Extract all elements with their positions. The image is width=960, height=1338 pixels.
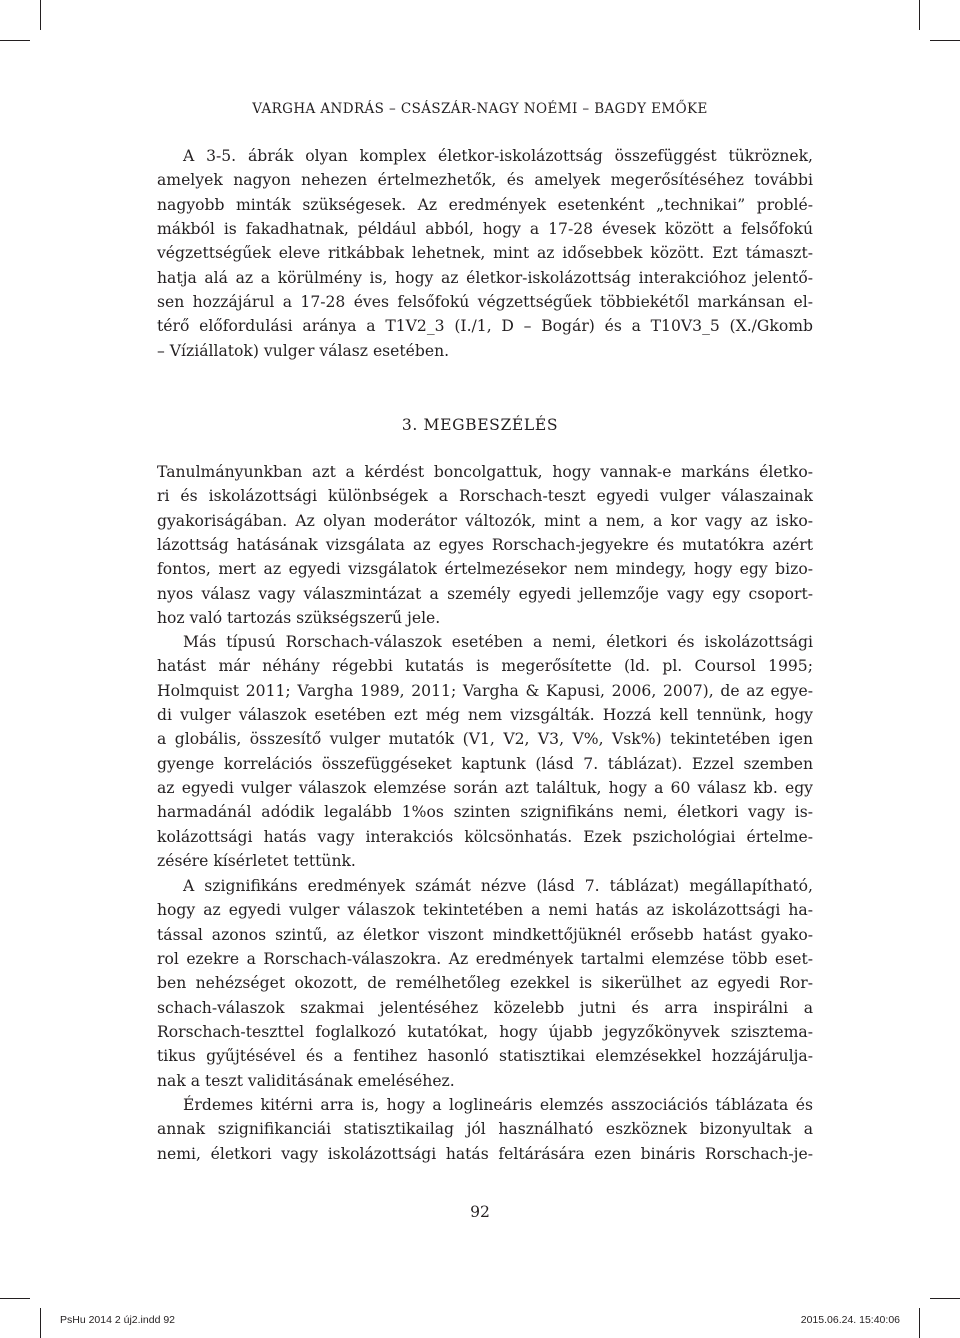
- text-line: Más típusú Rorschach-válaszok esetében a nemi, életkori és iskolázottsági: [183, 633, 813, 651]
- text-line: – Víziállatok) vulger válasz esetében.: [157, 341, 450, 360]
- footer-timestamp: 2015.06.24. 15:40:06: [800, 1314, 900, 1326]
- text-line: A 3-5. ábrák olyan komplex életkor-iskolázottság összefüggést tükröznek,: [183, 147, 813, 165]
- text-line: sen hozzájárul a 17-28 éves felsőfokú végzettségűek többiekétől markánsan el-: [157, 293, 813, 312]
- text-line: nyos válasz vagy válaszmintázat a személy egyedi jellemzője vagy egy csoport-: [157, 584, 813, 603]
- text-line: Rorschach-teszttel foglalkozó kutatókat, hogy újabb jegyzőkönyvek szisztema-: [157, 1023, 813, 1042]
- page-number: 92: [470, 1203, 490, 1221]
- text-line: tikus gyűjtésével és a fentihez hasonló statisztikai elemzésekkel hozzájárulja-: [157, 1047, 813, 1066]
- text-line: ben nehézséget okozott, de remélhetőleg ezekkel is sikerülhet az egyedi Ror-: [157, 974, 813, 993]
- text-line: zésére kísérletet tettünk.: [157, 852, 356, 871]
- text-line: mákból is fakadhatnak, például abból, hogy a 17-28 évesek között a felsőfokú: [157, 220, 813, 239]
- crop-mark: [40, 1308, 41, 1338]
- crop-mark: [930, 40, 960, 41]
- crop-mark: [0, 40, 30, 41]
- text-line: di vulger válaszok esetében ezt még nem vizsgálták. Hozzá kell tennünk, hogy: [157, 706, 813, 725]
- text-line: amelyek nagyon nehezen értelmezhetők, és amelyek megerősítéséhez további: [157, 171, 813, 190]
- text-line: nemi, életkori vagy iskolázottsági hatás feltárására ezen bináris Rorschach-je-: [157, 1144, 813, 1163]
- crop-mark: [930, 1298, 960, 1299]
- text-line: A szignifikáns eredmények számát nézve (lásd 7. táblázat) megállapítható,: [183, 877, 813, 895]
- text-line: ri és iskolázottsági különbségek a Rorschach-teszt egyedi vulger válaszainak: [157, 487, 813, 506]
- text-line: térő előfordulási aránya a T1V2_3 (I./1, D – Bogár) és a T10V3_5 (X./Gkomb: [157, 317, 813, 336]
- crop-mark: [40, 0, 41, 30]
- text-line: Tanulmányunkban azt a kérdést boncolgattuk, hogy vannak-e markáns életko-: [157, 463, 813, 481]
- text-line: végzettségűek eleve ritkábbak lehetnek, mint az idősebbek között. Ezt támaszt-: [157, 244, 813, 263]
- discussion-paragraph: [157, 630, 813, 873]
- crop-mark: [919, 1308, 920, 1338]
- discussion-paragraph: [157, 874, 813, 1093]
- text-line: az egyedi vulger válaszok elemzése során azt találtuk, hogy a 60 válasz kb. egy: [157, 779, 813, 798]
- text-line: tással azonos szintű, az életkor viszont mindkettőjüknél erősebb hatást gyako-: [157, 925, 813, 944]
- text-line: harmadánál adódik legalább 1%os szinten szignifikáns nemi, életkori vagy is-: [157, 803, 813, 822]
- footer-file-name: PsHu 2014 2 új2.indd 92: [60, 1314, 176, 1326]
- text-line: rol ezekre a Rorschach-válaszokra. Az eredmények tartalmi elemzése több eset-: [157, 950, 813, 969]
- text-line: a globális, összesítő vulger mutatók (V1, V2, V3, V%, Vsk%) tekintetében igen: [157, 730, 813, 749]
- section-heading: 3. MEGBESZÉLÉS: [401, 416, 559, 434]
- text-line: lázottság hatásának vizsgálata az egyes Rorschach-jegyekre és mutatókra azért: [157, 536, 813, 555]
- text-line: kolázottsági hatás vagy interakciós kölcsönhatás. Ezek pszichológiai értelme-: [157, 827, 813, 846]
- text-line: Érdemes kitérni arra is, hogy a loglineáris elemzés asszociációs táblázata és: [183, 1096, 813, 1114]
- discussion-paragraph: [157, 460, 813, 630]
- text-line: gyakoriságában. Az olyan moderátor változók, mint a nem, a kor vagy az isko-: [157, 511, 813, 530]
- text-line: annak szignifikanciái statisztikailag jól használható eszköznek bizonyultak a: [157, 1120, 813, 1139]
- text-line: nagyobb minták szükségesek. Az eredmények esetenként „technikai” problé-: [157, 195, 813, 214]
- text-line: gyenge korrelációs összefüggéseket kaptunk (lásd 7. táblázat). Ezzel szemben: [157, 754, 813, 773]
- text-line: hatja alá az a körülmény is, hogy az életkor-iskolázottság interakcióhoz jelentő-: [157, 268, 813, 287]
- intro-paragraph: [157, 144, 813, 363]
- text-line: hatást már néhány régebbi kutatás is megerősítette (ld. pl. Coursol 1995;: [157, 657, 813, 676]
- crop-mark: [919, 0, 920, 30]
- text-line: fontos, mert az egyedi vizsgálatok értelmezésekor nem mindegy, hogy egy bizo-: [157, 560, 813, 579]
- running-head: VARGHA ANDRÁS – CSÁSZÁR-NAGY NOÉMI – BAGDY EMŐKE: [252, 101, 708, 117]
- text-line: hogy az egyedi vulger válaszok tekintetében a nemi hatás az iskolázottsági ha-: [157, 901, 813, 920]
- discussion-paragraph: [157, 1093, 813, 1166]
- text-line: schach-válaszok szakmai jelentéséhez közelebb jutni és arra inspirálni a: [157, 998, 813, 1017]
- text-line: hoz való tartozás szükségszerű jele.: [157, 609, 441, 628]
- text-line: Holmquist 2011; Vargha 1989, 2011; Vargha & Kapusi, 2006, 2007), de az egye-: [157, 681, 813, 700]
- text-line: nak a teszt validitásának emeléséhez.: [157, 1071, 455, 1090]
- crop-mark: [0, 1298, 30, 1299]
